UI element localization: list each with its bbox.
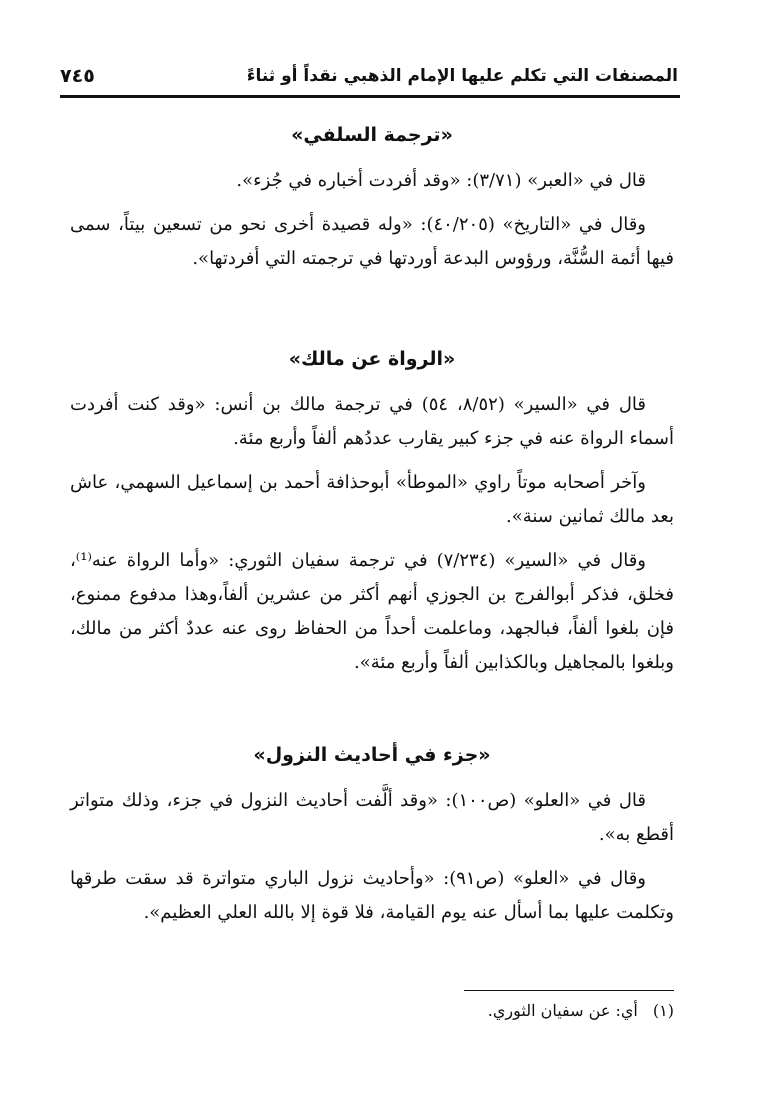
page-number: ٧٤٥ — [60, 65, 95, 87]
running-title: المصنفات التي تكلم عليها الإمام الذهبي نقداً أو ثناءً — [246, 66, 678, 86]
paragraph: وقال في «السير» (٧/٢٣٤) في ترجمة سفيان الثوري: «وأما الرواة عنه⁽¹⁾، فخلق، فذكر أبوالفرج بن الجوزي أنهم أكثر من عشرين ألفاً،وهذا مدفوع ممنوع، فإن بلغوا ألفاً، فبالجهد، وماعلمت أحداً من الحفاظ روى عنه عددٌ أكثر من مالك، وبلغوا بالمجاهيل وبالكذابين ألفاً وأربع مئة». — [70, 550, 674, 673]
paragraph: قال في «السير» (٨/٥٢، ٥٤) في ترجمة مالك بن أنس: «وقد كنت أفردت أسماء الرواة عنه في جزء كبير يقارب عددُهم ألفاً وأربع مئة. — [70, 394, 674, 449]
section-title-nuzul: «جزء في أحاديث النزول» — [253, 744, 491, 766]
footnote-marker: (١) — [652, 1001, 674, 1020]
running-head — [60, 62, 678, 92]
footnote-text: أي: عن سفيان الثوري. — [487, 1001, 638, 1020]
paragraph: وقال في «العلو» (ص٩١): «وأحاديث نزول الباري متواترة قد سقت طرقها وتكلمت عليها بما أسأل عنه يوم القيامة، فلا قوة إلا بالله العلي العظيم». — [70, 868, 674, 923]
paragraph: قال في «العلو» (ص١٠٠): «وقد ألَّفت أحاديث النزول في جزء، وذلك متواتر أقطع به». — [70, 790, 674, 845]
section-gap — [70, 286, 674, 334]
section-gap — [70, 690, 674, 730]
paragraph: وآخر أصحابه موتاً راوي «الموطأ» أبوحذافة أحمد بن إسماعيل السهمي، عاش بعد مالك ثمانين سنة». — [70, 472, 674, 527]
header-rule — [60, 95, 680, 98]
paragraph: وقال في «التاريخ» (٤٠/٢٠٥): «وله قصيدة أخرى نحو من تسعين بيتاً، سمى فيها أئمة السُّنَّة، ورؤوس البدعة أوردتها في ترجمته التي أفردتها». — [70, 214, 674, 269]
footnote — [94, 998, 674, 1024]
section-title-ruwat-malik: «الرواة عن مالك» — [288, 348, 456, 370]
footnote-rule — [464, 990, 674, 991]
section-title-salafi: «ترجمة السلفي» — [291, 124, 453, 146]
main-text — [70, 110, 674, 940]
paragraph: قال في «العبر» (٣/٧١): «وقد أفردت أخباره في جُزء». — [236, 170, 646, 191]
